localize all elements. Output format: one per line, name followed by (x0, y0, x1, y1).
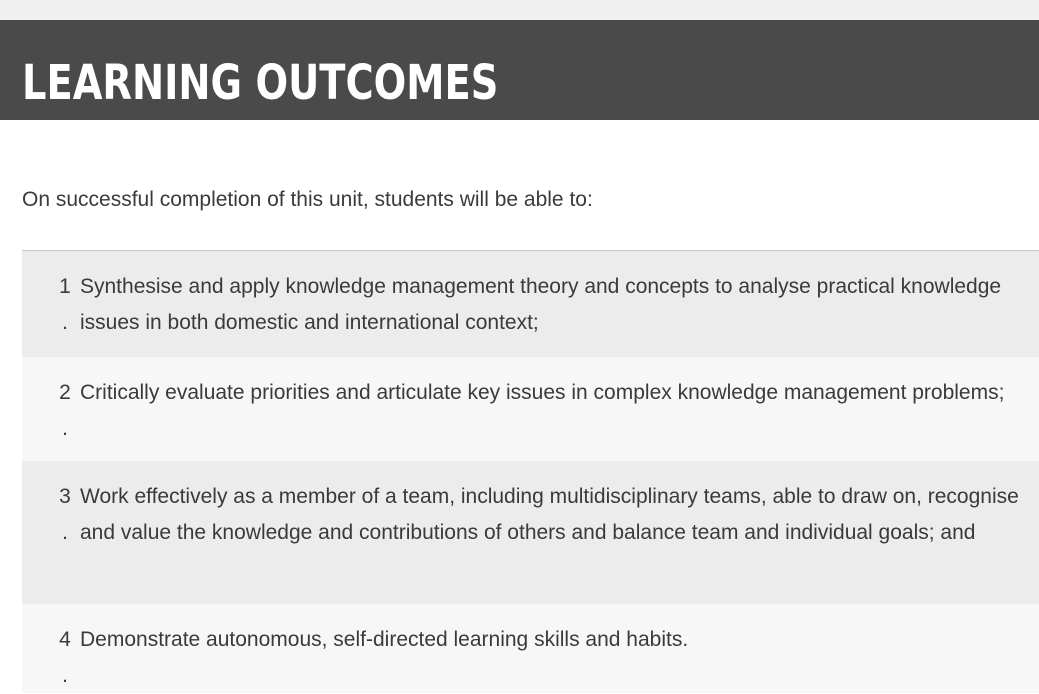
outcome-number-dot: . (62, 521, 68, 544)
outcome-item (22, 251, 1039, 357)
section-title: LEARNING OUTCOMES (22, 55, 499, 111)
intro-text: On successful completion of this unit, students will be able to: (22, 188, 593, 211)
outcome-number: 3 (59, 485, 71, 508)
outcome-number: 4 (59, 628, 71, 651)
outcome-text: Work effectively as a member of a team, including multidisciplinary teams, able to draw on, recognise and value the knowledge and contributions of others and balance team and individual goals; and (80, 485, 1019, 544)
learning-outcomes-list (22, 250, 1039, 693)
top-strip (0, 0, 1039, 20)
section-header (0, 20, 1039, 120)
outcome-text: Demonstrate autonomous, self-directed learning skills and habits. (80, 628, 689, 651)
outcome-text: Critically evaluate priorities and articulate key issues in complex knowledge management problems; (80, 381, 1005, 404)
outcome-item (22, 461, 1039, 604)
outcome-item (22, 357, 1039, 461)
outcome-number: 1 (59, 275, 71, 298)
outcome-number-dot: . (62, 664, 68, 687)
outcome-number-dot: . (62, 417, 68, 440)
outcome-text: Synthesise and apply knowledge management theory and concepts to analyse practical knowledge issues in both domestic and international context; (80, 275, 1002, 334)
outcome-number: 2 (59, 381, 71, 404)
outcome-item (22, 604, 1039, 693)
outcome-number-dot: . (62, 311, 68, 334)
